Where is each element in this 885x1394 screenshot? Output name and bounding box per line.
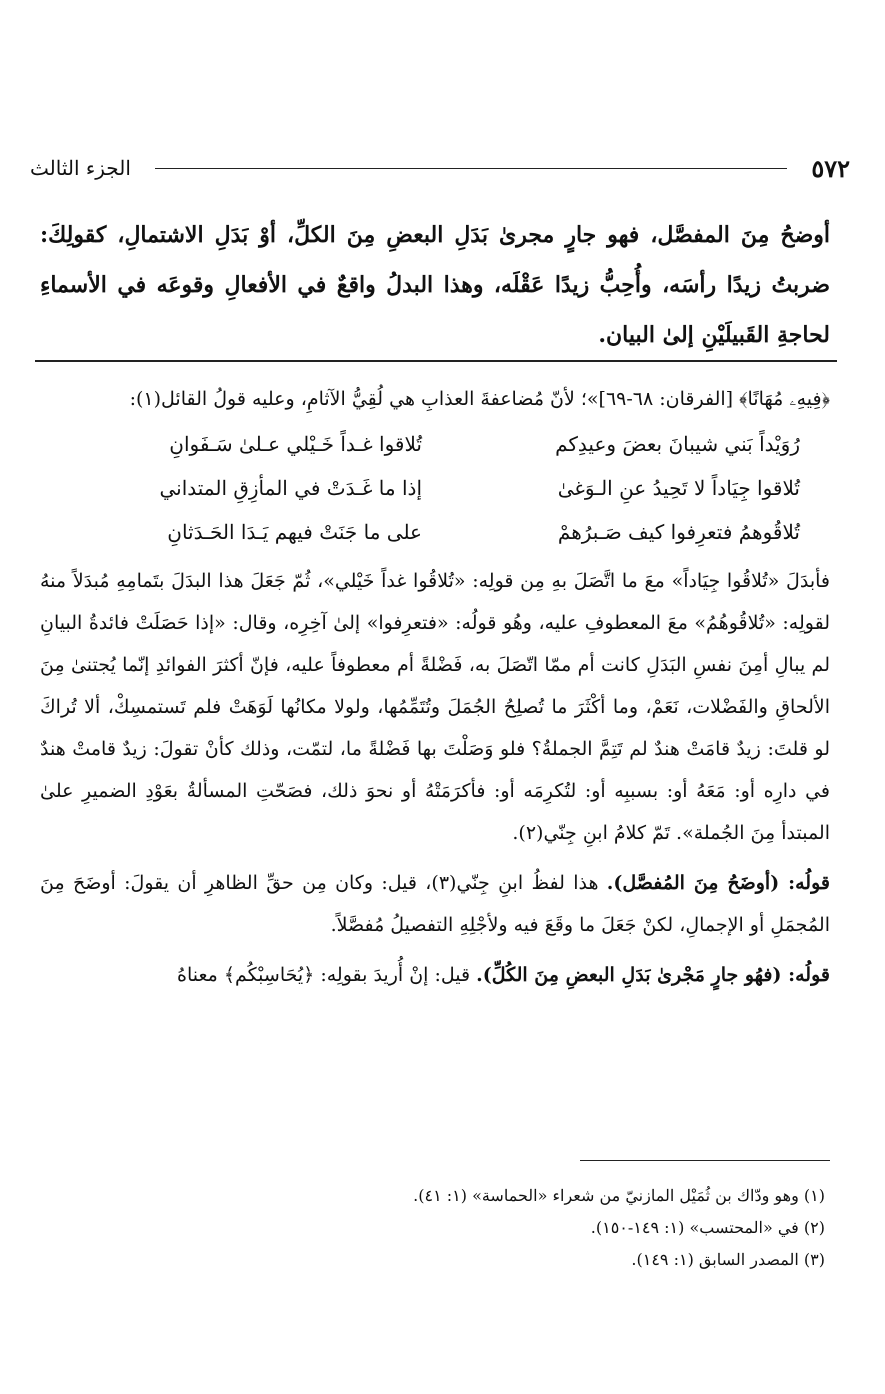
footnote-divider (580, 1160, 830, 1161)
verse-line (40, 466, 830, 510)
verse-line (40, 422, 830, 466)
commentary-text: قيل: إنْ أُريدَ بقولِه: ﴿يُحَاسِبْكُم﴾ معناهُ (177, 964, 477, 986)
footnote: (١) وهو ودّاك بن ثُمَيْل المازنيّ من شعراء «الحماسة» (١: ٤١). (413, 1186, 825, 1205)
footnote: (٣) المصدر السابق (١: ١٤٩). (631, 1250, 825, 1269)
verse-first-hemistich: تُلاقوا جِيَاداً لا تَحِيدُ عنِ الـوَغىٰ (557, 476, 800, 500)
commentary-paragraph (40, 954, 830, 996)
verse-second-hemistich: على ما جَنَتْ فيهم يَـدَا الحَـدَثانِ (167, 520, 422, 544)
poem-verses (40, 422, 830, 554)
main-text: أوضحُ مِنَ المفصَّل، فهو جارٍ مجرىٰ بَدَلِ البعضِ مِنَ الكلِّ، أوْ بَدَلِ الاشتمالِ، كقولِكَ: ضربتُ زيدًا رأسَه، وأُحِبُّ زيدًا عَقْلَه، وهذا البدلُ واقعٌ في الأفعالِ وقوعَه في الأسماءِ لحاجةِ القَبيلَيْنِ إلىٰ البيان. (40, 222, 830, 348)
verse-first-hemistich: تُلاقُوهمُ فتعرِفوا كيف صَـبرُهمْ (557, 520, 800, 544)
main-text-divider (35, 360, 837, 362)
footnote: (٢) في «المحتسب» (١: ١٤٩-١٥٠). (590, 1218, 825, 1237)
quoted-lemma: قولُه: (فهُو جارٍ مَجْرىٰ بَدَلِ البعضِ مِنَ الكُلِّ). (476, 964, 830, 986)
commentary-paragraph (40, 862, 830, 946)
header-divider (155, 168, 787, 169)
verse-second-hemistich: إذا ما غَـدَتْ في المأزِقِ المتداني (159, 476, 422, 500)
quoted-lemma: قولُه: (أوضَحُ مِنَ المُفصَّل). (606, 872, 830, 894)
verse-first-hemistich: رُوَيْداً بَني شيبانَ بعضَ وعيدِكم (555, 432, 800, 456)
page-number: ٥٧٢ (811, 153, 850, 183)
commentary-intro: ﴿فِيهِۦ مُهَانًا﴾ [الفرقان: ٦٨-٦٩]»؛ لأنّ مُضاعفةَ العذابِ هي لُقِيُّ الآثامِ، وعليه قولُ القائل(١): (129, 388, 830, 410)
verse-line (40, 510, 830, 554)
commentary-paragraph: فأبدَلَ «تُلاقُوا جِيَاداً» معَ ما اتَّصَلَ بهِ مِن قولِه: «تُلاقُوا غداً خَيْلي»، ثُمّ جَعَلَ هذا البدَلَ بتَمامِهِ مُبدَلاً منهُ لقولِه: «تُلاقُوهُمُ» معَ المعطوفِ عليه، وهُو قولُه: «فتعرِفوا» إلىٰ آخِرِه، وقال: «إذا حَصَلَتْ فائدةُ البيانِ لم يبالِ أمِنَ نفسِ البَدَلِ كانت أم ممّا اتّصَلَ به، فَضْلةً أم معطوفاً عليه، فإنّ أكثرَ الفوائدِ إنّما يُجتنىٰ مِنَ الألحاقِ والفَضْلات، نَعَمْ، وما أكْثَرَ ما تُصلِحُ الجُمَلَ وتُتَمِّمُها، ولولا مكانُها لَوَهَتْ فلم تَستمسِكْ، ألا تُراكَ لو قلتَ: زيدٌ قامَتْ هندٌ لم تَتِمَّ الجملةُ؟ فلو وَصَلْتَ بها فَضْلةً ما، لتمّت، وذلك كأنْ تقولَ: زيدٌ قامتْ هندٌ في دارِه أو: مَعَهُ أو: بسببِه أو: لتُكرِمَه أو: فأكرَمَتْهُ أو نحوَ ذلك، فصَحّتِ المسألةُ بعَوْدِ الضميرِ علىٰ المبتدأ مِنَ الجُملة». تَمّ كلامُ ابنِ جِنّي(٢). (40, 570, 830, 844)
commentary (40, 378, 830, 996)
part-title: الجزء الثالث (30, 156, 131, 180)
footnotes (60, 1180, 825, 1276)
page-header (30, 150, 850, 186)
commentary-text: هذا لفظُ ابنِ جِنّي(٣)، قيل: وكان مِن حقِّ الظاهرِ أن يقولَ: أوضَحَ مِنَ المُجمَلِ أو الإجمالِ، لكنْ جَعَلَ ما وقَعَ فيه ولأجْلِهِ التفصيلُ مُفصَّلاً. (40, 872, 830, 936)
verse-second-hemistich: تُلاقوا غـداً خَـيْلي عـلىٰ سَـفَوانِ (169, 432, 422, 456)
